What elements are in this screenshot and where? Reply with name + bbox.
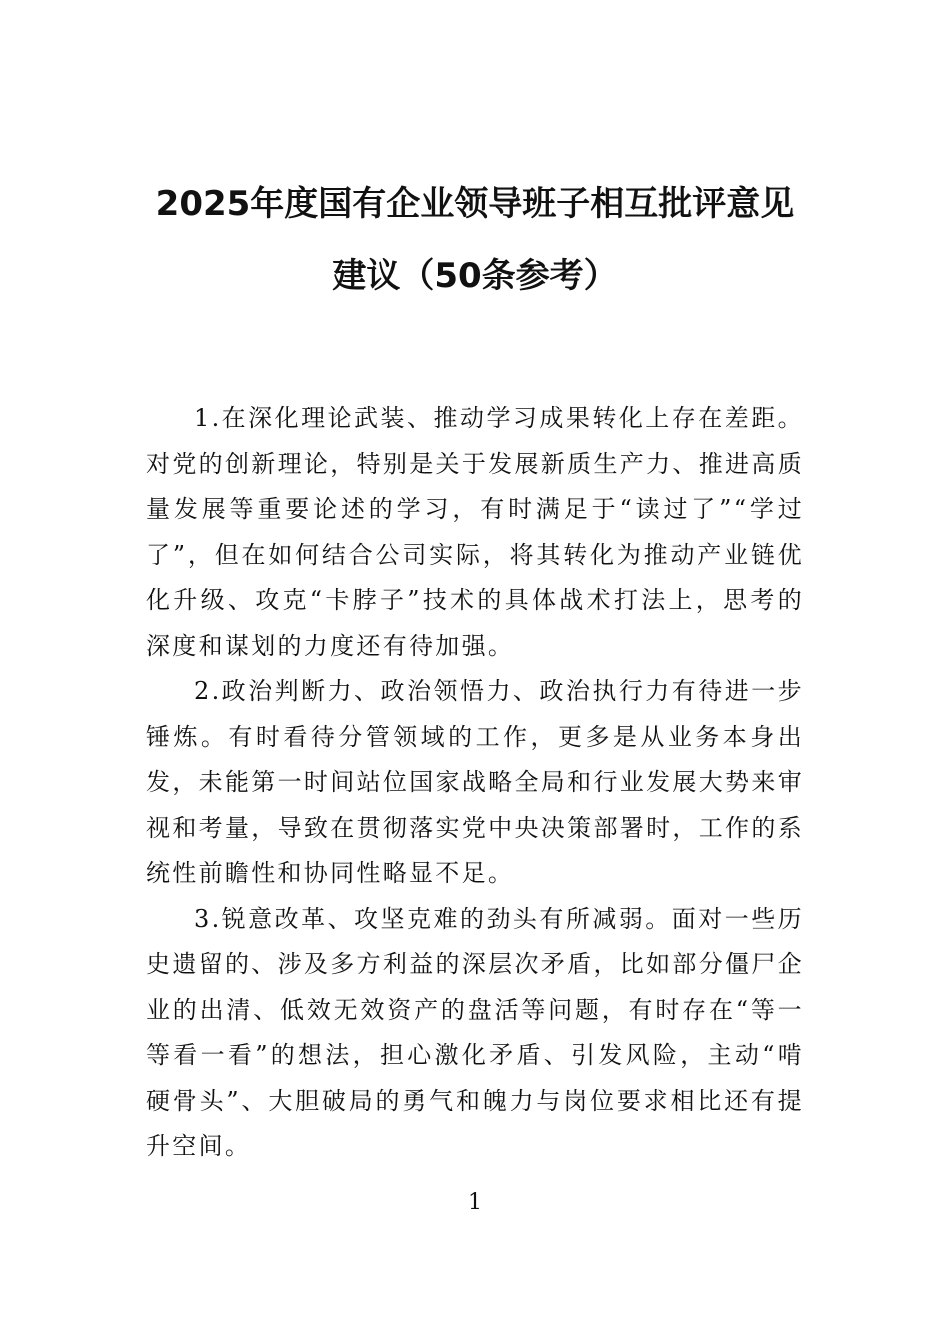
document-body <box>146 396 804 1170</box>
paragraph-1: 1.在深化理论武装、推动学习成果转化上存在差距。对党的创新理论，特别是关于发展新质生产力、推进高质量发展等重要论述的学习，有时满足于“读过了”“学过了”，但在如何结合公司实际，将其转化为推动产业链优化升级、攻克“卡脖子”技术的具体战术打法上，思考的深度和谋划的力度还有待加强。 <box>146 404 804 660</box>
page-number: 1 <box>468 1190 482 1215</box>
title-line-2: 建议（50条参考） <box>332 256 618 296</box>
title-line-1: 2025年度国有企业领导班子相互批评意见 <box>155 184 795 224</box>
document-title <box>0 168 950 312</box>
paragraph-3: 3.锐意改革、攻坚克难的劲头有所减弱。面对一些历史遗留的、涉及多方利益的深层次矛盾，比如部分僵尸企业的出清、低效无效资产的盘活等问题，有时存在“等一等看一看”的想法，担心激化矛盾、引发风险，主动“啃硬骨头”、大胆破局的勇气和魄力与岗位要求相比还有提升空间。 <box>146 904 804 1160</box>
paragraph-2: 2.政治判断力、政治领悟力、政治执行力有待进一步锤炼。有时看待分管领域的工作，更多是从业务本身出发，未能第一时间站位国家战略全局和行业发展大势来审视和考量，导致在贯彻落实党中央决策部署时，工作的系统性前瞻性和协同性略显不足。 <box>146 677 804 887</box>
